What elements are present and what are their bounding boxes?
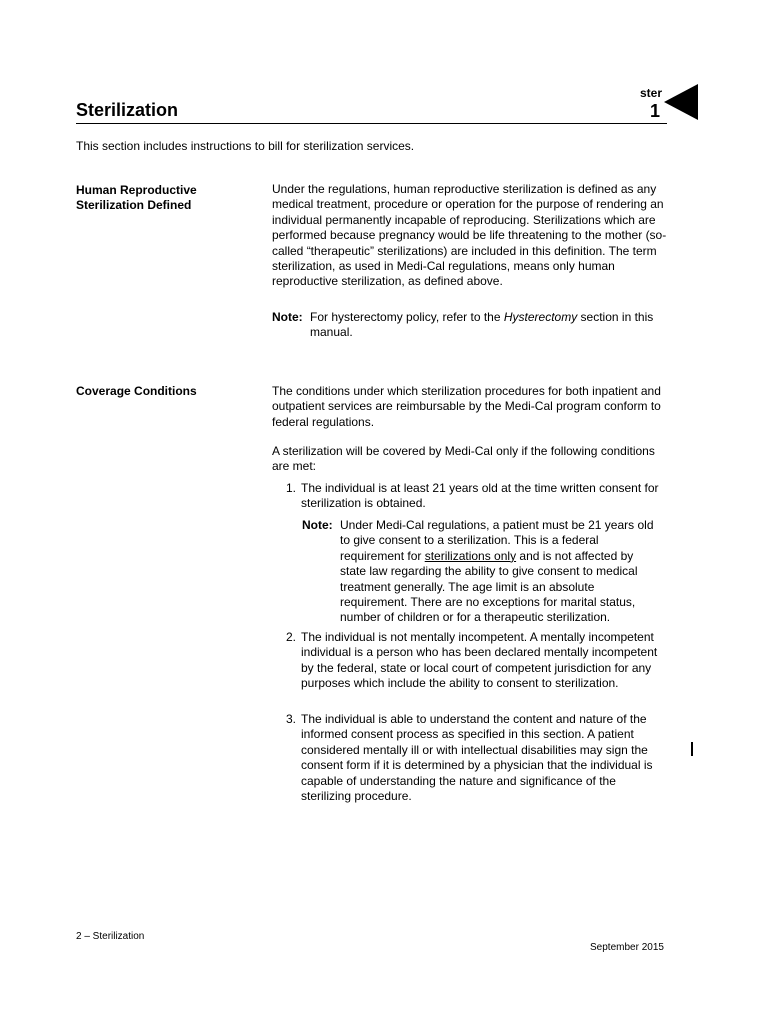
condition-item-3 [286, 712, 666, 804]
item-number: 3. [286, 712, 297, 726]
footer-page-label: 2 – Sterilization [76, 931, 145, 942]
item-number: 1. [286, 481, 297, 495]
coverage-paragraph-1: The conditions under which sterilization procedures for both inpatient and outpatient services are reimbursable by the Medi-Cal program conform to federal regulations. [272, 384, 661, 429]
page-title: Sterilization [76, 100, 179, 120]
definition-paragraph: Under the regulations, human reproductive sterilization is defined as any medical treatment, procedure or operation for the purpose of rendering an individual permanently incapable of reproducing. Sterilizations which are performed because pregnancy would be life threatening to the mother (so-called “therapeutic” sterilizations) are included in this definition. The term sterilization, as used in Medi-Cal regulations, means only human reproductive sterilization, as defined above. [272, 182, 667, 289]
item-number: 2. [286, 630, 297, 644]
hysterectomy-reference: Hysterectomy [503, 310, 578, 324]
section-tab-arrow-icon [664, 84, 698, 120]
heading-line: Sterilization Defined [76, 198, 192, 212]
note-label: Note: [302, 518, 333, 532]
note-label: Note: [272, 310, 303, 324]
note-text: For hysterectomy policy, refer to the Hysterectomy section in this manual. [310, 310, 654, 340]
intro-text: This section includes instructions to bill for sterilization services. [76, 139, 415, 153]
item-text: The individual is able to understand the content and nature of the informed consent process as specified in this section. A patient considered mentally ill or with intellectual disabilities may sign the consent form if it is determined by a physician that the individual is capable of understanding the nature and significance of the sterilizing procedure. [301, 712, 653, 804]
hysterectomy-note [272, 310, 672, 341]
footer-date: September 2015 [590, 942, 664, 953]
item-text: The individual is not mentally incompetent. A mentally incompetent individual is a person who has been declared mentally incompetent by the federal, state or local court of competent jurisdiction for any purposes which include the ability to consent to sterilization. [301, 630, 658, 691]
heading-line: Human Reproductive [76, 183, 197, 197]
section1-body [272, 182, 672, 290]
section-tab-code: ster [640, 86, 663, 100]
item-text: The individual is at least 21 years old at the time written consent for sterilization is obtained. [301, 481, 659, 511]
condition-item-2 [286, 630, 666, 692]
underlined-phrase: sterilizations only [424, 548, 517, 563]
age-note [302, 518, 658, 626]
coverage-paragraph-2: A sterilization will be covered by Medi-Cal only if the following conditions are met: [272, 444, 655, 474]
condition-item-1 [286, 481, 666, 512]
page-number: 1 [650, 101, 661, 121]
revision-change-bar [691, 742, 693, 756]
note-text: Under Medi-Cal regulations, a patient must be 21 years old to give consent to a sterilization. This is a federal requirement for sterilizations only and is not affected by state law regarding the ability to give consent to medical treatment generally. The age limit is an absolute requirement. There are no exceptions for marital status, number of children or for a therapeutic sterilization. [340, 518, 654, 625]
section-heading-human-reproductive [76, 183, 197, 213]
section-heading-coverage-conditions: Coverage Conditions [76, 384, 197, 398]
title-rule [76, 123, 667, 124]
